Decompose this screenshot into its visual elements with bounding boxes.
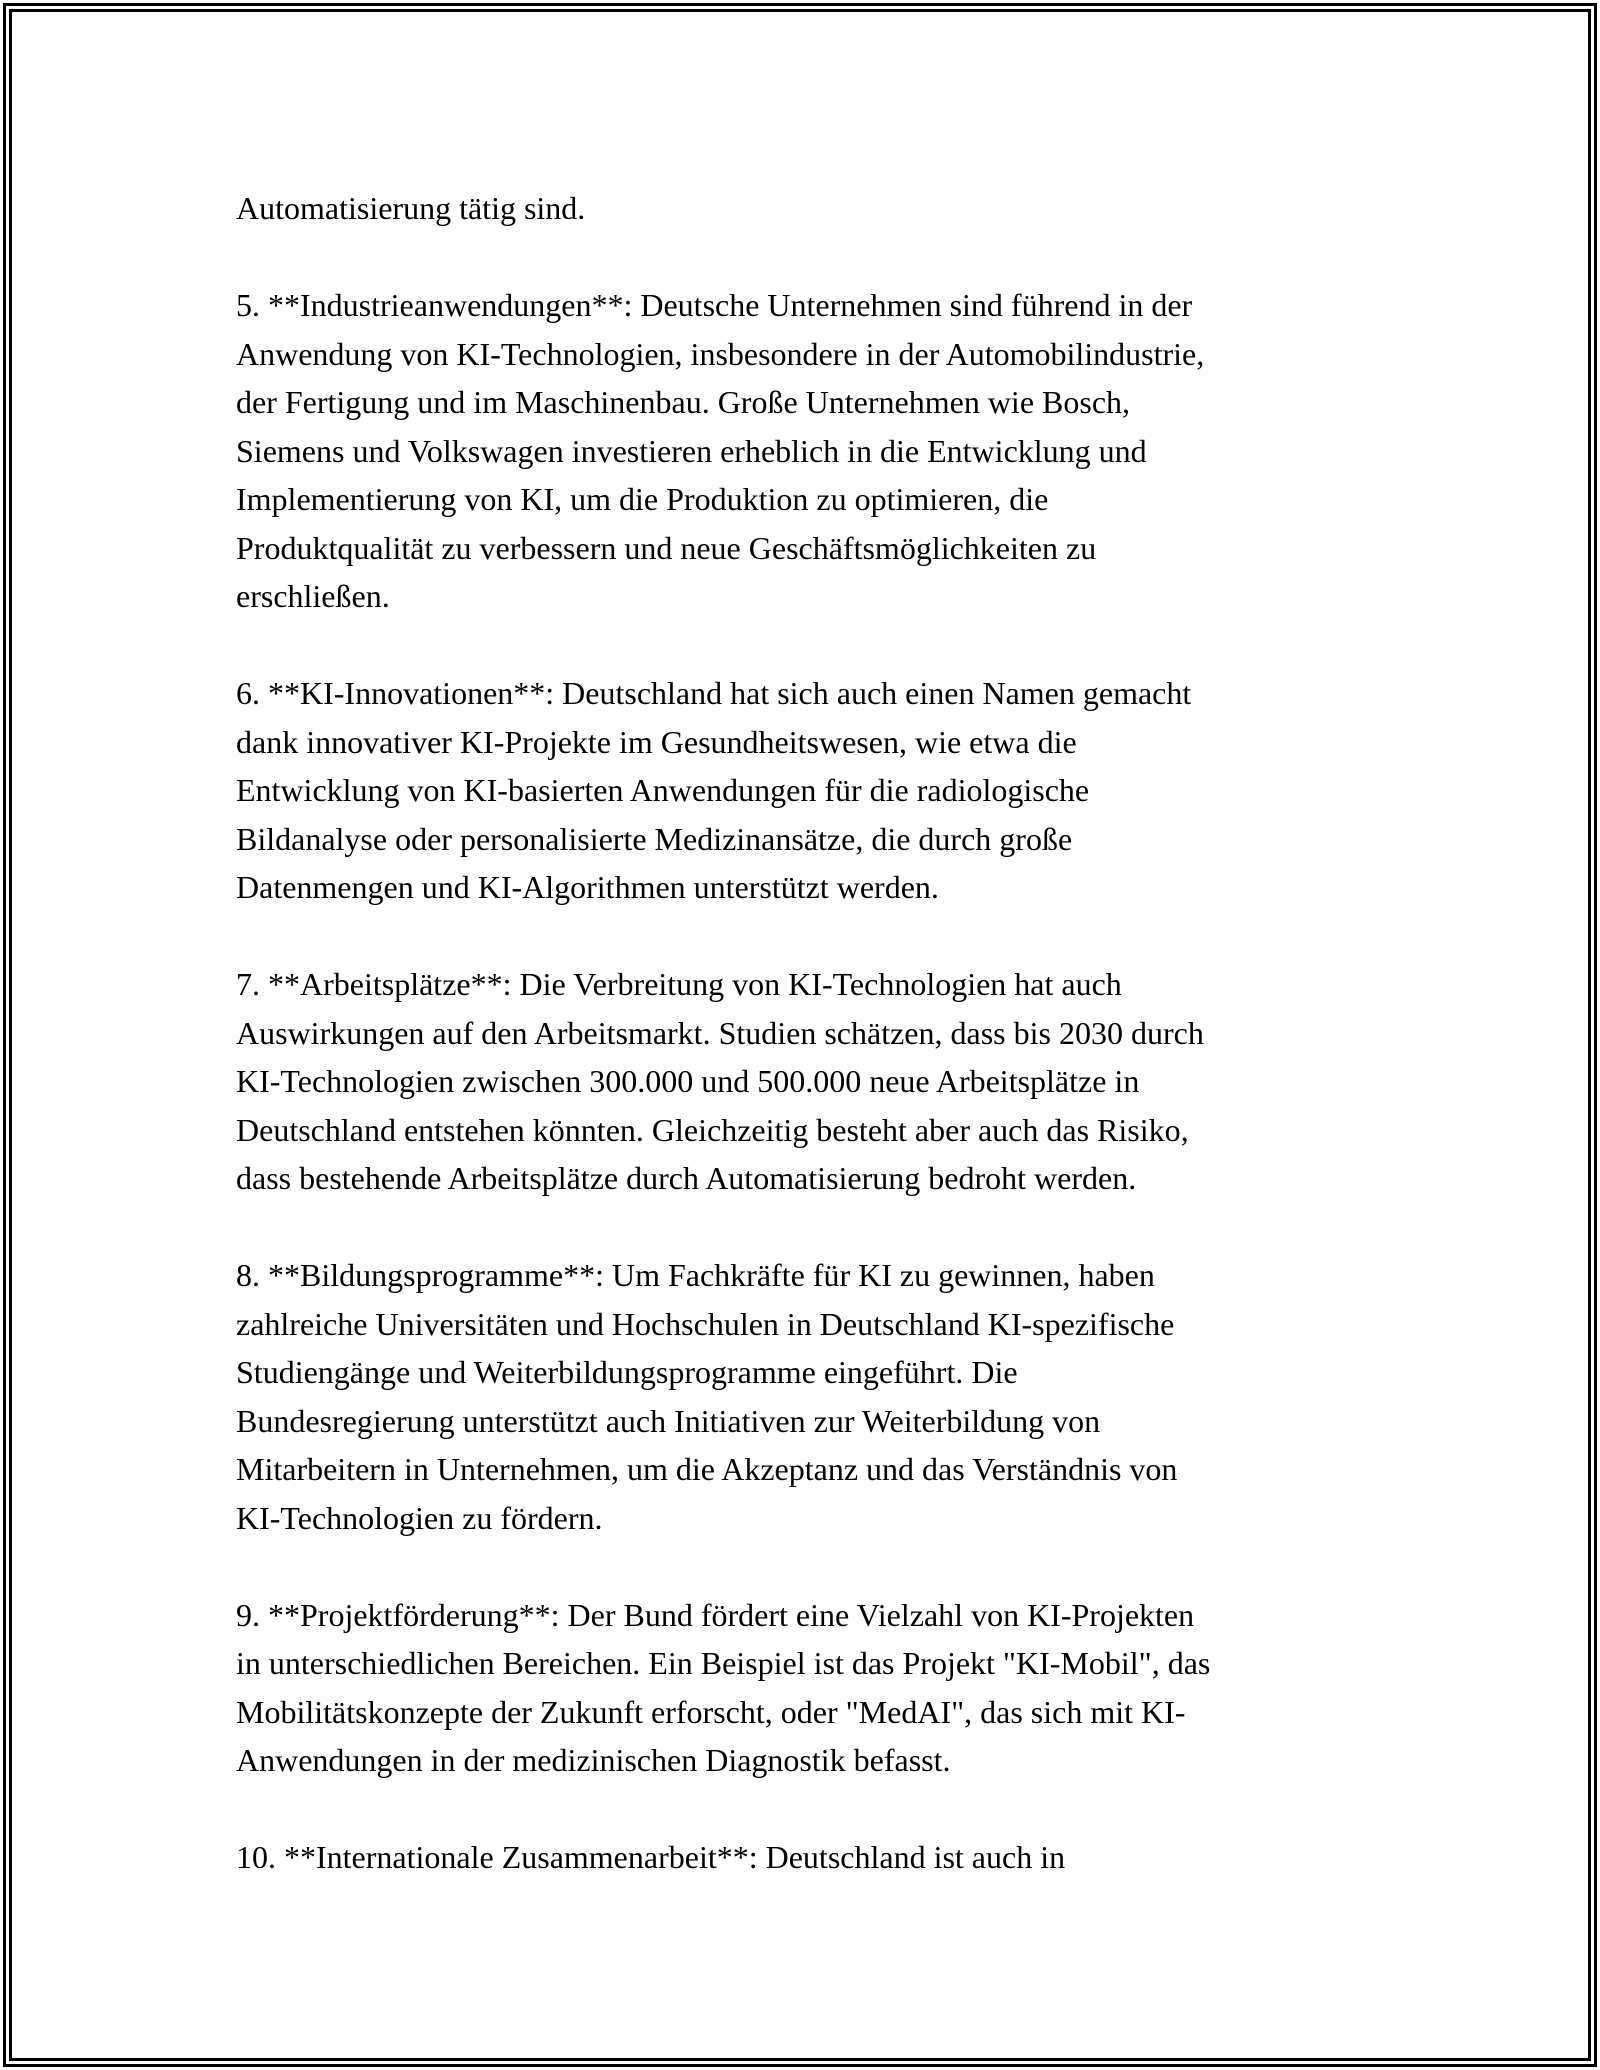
paragraph-projektfoerderung: 9. **Projektförderung**: Der Bund fördert eine Vielzahl von KI-Projekten in unterschiedlichen Bereichen. Ein Beispiel ist das Projekt "KI-Mobil", das Mobilitätskonzepte der Zukunft erforscht, oder "MedAI", das sich mit KI- Anwendungen in der medizinischen Diagnostik befasst. (236, 1596, 1211, 1778)
paragraph-industrieanwendungen: 5. **Industrieanwendungen**: Deutsche Unternehmen sind führend in der Anwendung von KI-Technologien, insbesondere in der Automobilindustrie, der Fertigung und im Maschinenbau. Große Unternehmen wie Bosch, Siemens und Volkswagen investieren erheblich in die Entwicklung und Implementierung von KI, um die Produktion zu optimieren, die Produktqualität zu verbessern und neue Geschäftsmöglichkeiten zu erschließen. (236, 287, 1205, 614)
paragraph-bildungsprogramme: 8. **Bildungsprogramme**: Um Fachkräfte für KI zu gewinnen, haben zahlreiche Universitäten und Hochschulen in Deutschland KI-spezifische Studiengänge und Weiterbildungsprogramme eingeführt. Die Bundesregierung unterstützt auch Initiativen zur Weiterbildung von Mitarbeitern in Unternehmen, um die Akzeptanz und das Verständnis von KI-Technologien zu fördern. (236, 1257, 1178, 1536)
document-body (236, 184, 1376, 1882)
paragraph-ki-innovationen: 6. **KI-Innovationen**: Deutschland hat sich auch einen Namen gemacht dank innovativer KI-Projekte im Gesundheitswesen, wie etwa die Entwicklung von KI-basierten Anwendungen für die radiologische Bildanalyse oder personalisierte Medizinansätze, die durch große Datenmengen und KI-Algorithmen unterstützt werden. (236, 675, 1192, 905)
paragraph-arbeitsplaetze: 7. **Arbeitsplätze**: Die Verbreitung von KI-Technologien hat auch Auswirkungen auf den Arbeitsmarkt. Studien schätzen, dass bis 2030 durch KI-Technologien zwischen 300.000 und 500.000 neue Arbeitsplätze in Deutschland entstehen könnten. Gleichzeitig besteht aber auch das Risiko, dass bestehende Arbeitsplätze durch Automatisierung bedroht werden. (236, 966, 1204, 1196)
paragraph-continuation: Automatisierung tätig sind. (236, 190, 586, 226)
paragraph-internationale-zusammenarbeit: 10. **Internationale Zusammenarbeit**: Deutschland ist auch in (236, 1839, 1066, 1875)
